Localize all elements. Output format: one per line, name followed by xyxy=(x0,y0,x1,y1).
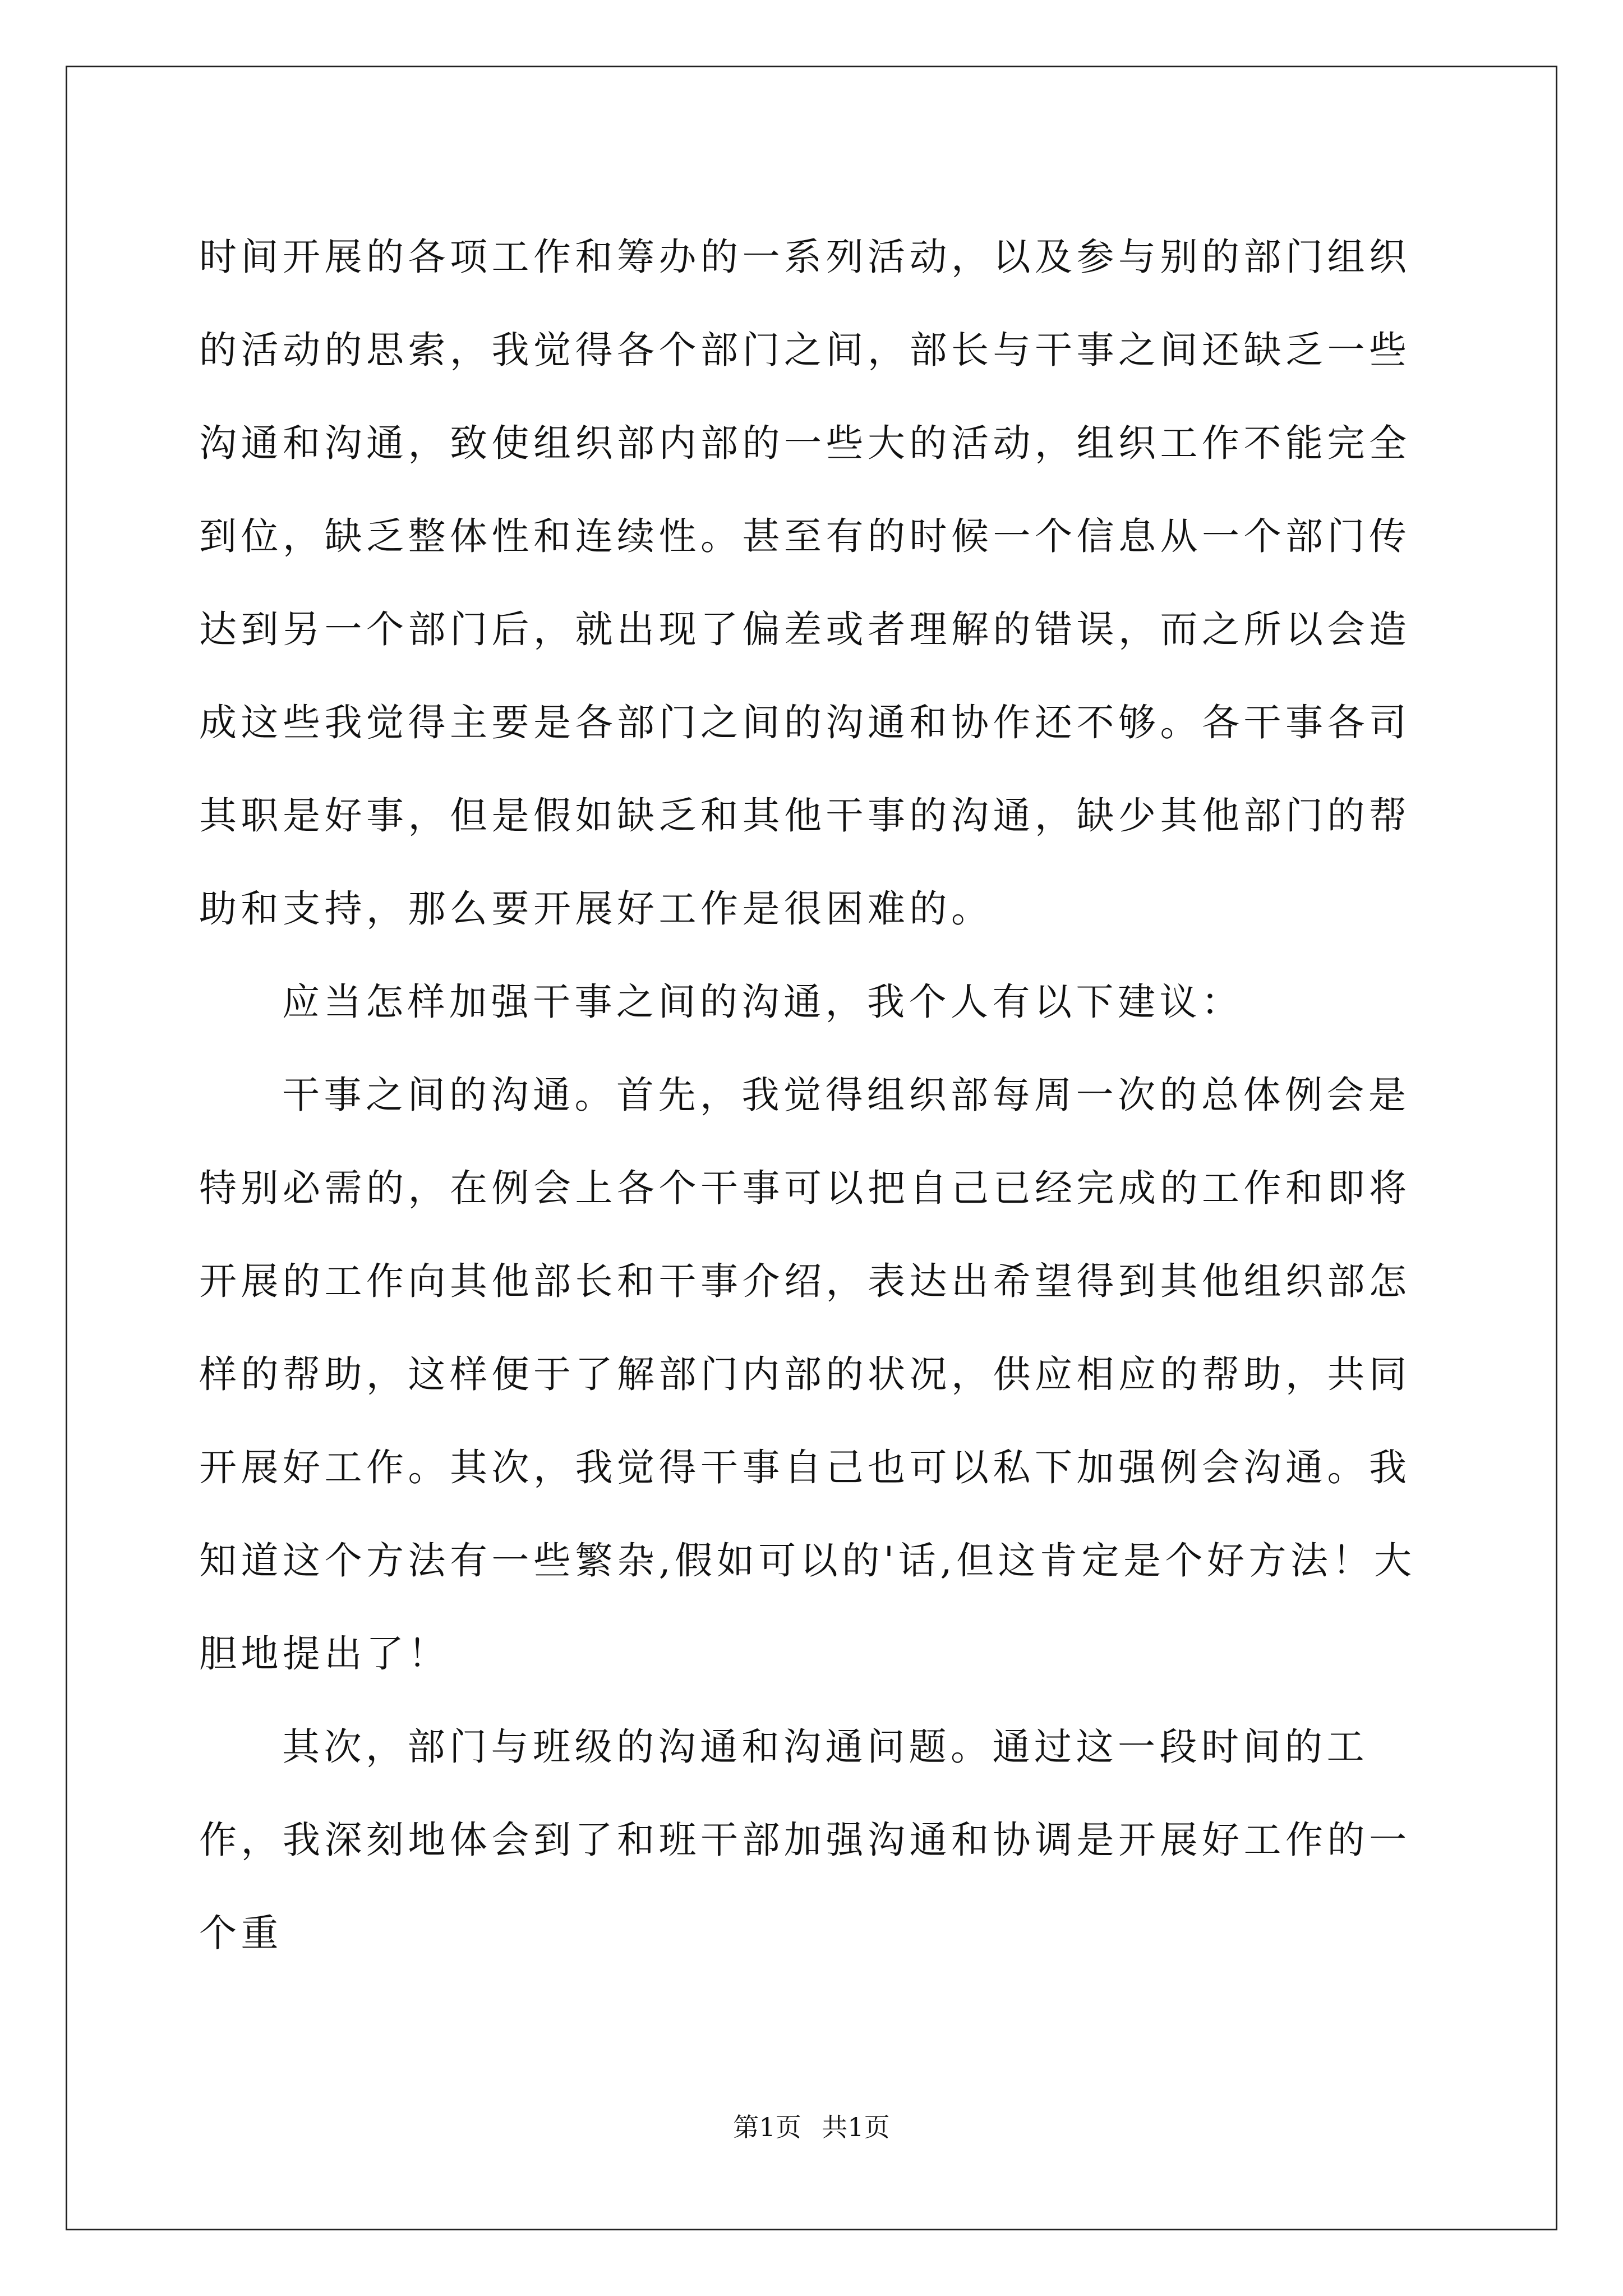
paragraph-3: 干事之间的沟通。首先，我觉得组织部每周一次的总体例会是特别必需的，在例会上各个干事可以把自己已经完成的工作和即将开展的工作向其他部长和干事介绍，表达出希望得到其他组织部怎样的帮助，这样便于了解部门内部的状况，供应相应的帮助，共同开展好工作。其次，我觉得干事自己也可以私下加强例会沟通。我知道这个方法有一些繁杂,假如可以的'话,但这肯定是个好方法！大胆地提出了！ xyxy=(199,1073,1416,1676)
document-body xyxy=(199,210,1433,1980)
paragraph-2: 应当怎样加强干事之间的沟通，我个人有以下建议： xyxy=(282,980,1243,1024)
page-number-footer: 第1页 共1页 xyxy=(733,2112,890,2142)
paragraph-1: 时间开展的各项工作和筹办的一系列活动，以及参与别的部门组织的活动的思索，我觉得各个部门之间，部长与干事之间还缺乏一些沟通和沟通，致使组织部内部的一些大的活动，组织工作不能完全到位，缺乏整体性和连续性。甚至有的时候一个信息从一个部门传达到另一个部门后，就出现了偏差或者理解的错误，而之所以会造成这些我觉得主要是各部门之间的沟通和协作还不够。各干事各司其职是好事，但是假如缺乏和其他干事的沟通，缺少其他部门的帮助和支持，那么要开展好工作是很困难的。 xyxy=(199,235,1411,931)
paragraph-4: 其次，部门与班级的沟通和沟通问题。通过这一段时间的工作，我深刻地体会到了和班干部加强沟通和协调是开展好工作的一个重 xyxy=(199,1725,1411,1955)
